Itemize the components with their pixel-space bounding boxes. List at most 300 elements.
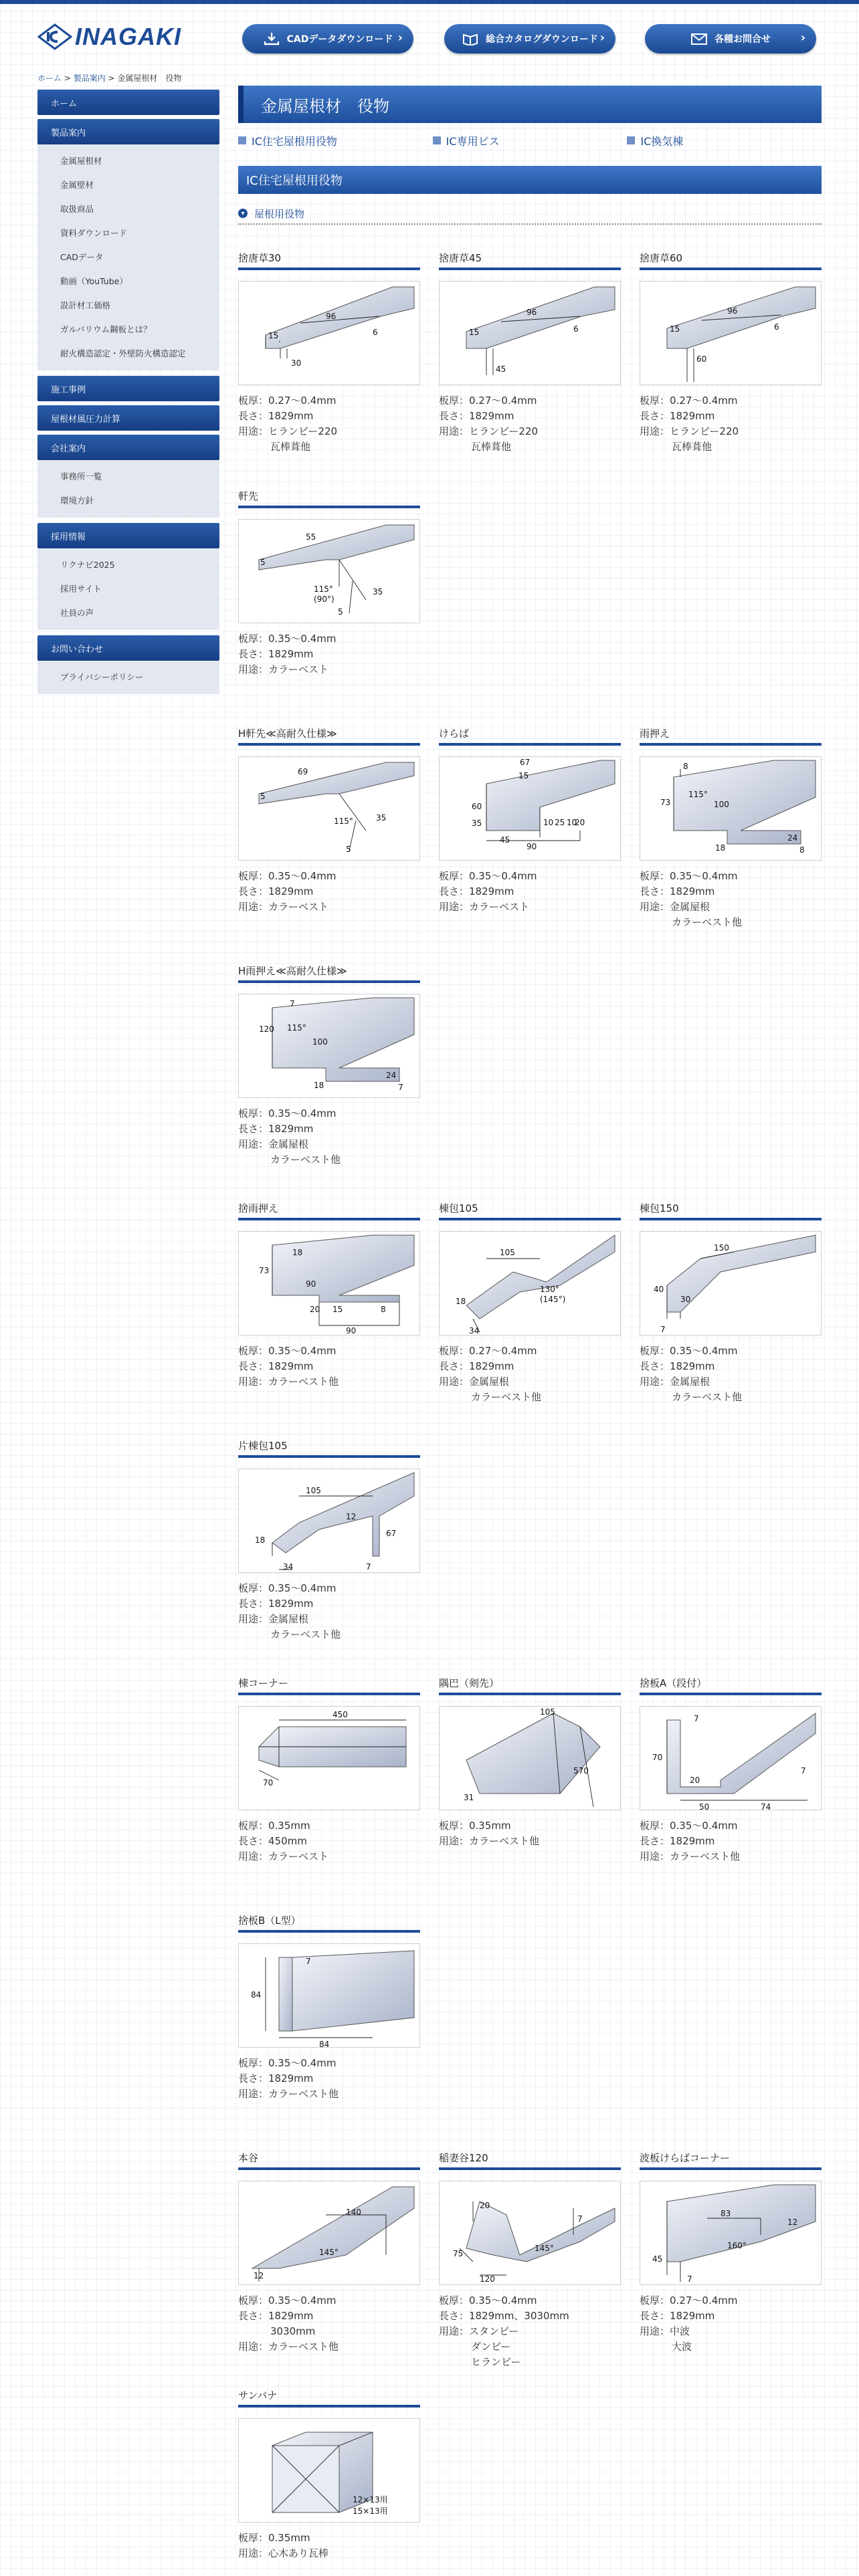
dimension-label: 34: [469, 1326, 480, 1335]
product-specs: [238, 631, 420, 677]
product-diagram: [239, 1944, 419, 2047]
breadcrumb-sep: >: [62, 74, 74, 83]
product-image: [640, 281, 822, 385]
product-image: [238, 1943, 420, 2048]
spec-line: 瓦棒葺他: [471, 441, 512, 453]
dimension-label: 24: [386, 1071, 397, 1080]
product-specs: [238, 2293, 420, 2355]
product-diagram: [640, 2181, 821, 2284]
dimension-label: 18: [715, 843, 726, 853]
product-diagram: [640, 1232, 821, 1335]
spec-line: 板厚：0.35mm: [238, 2532, 310, 2544]
product-title: 捨唐草30: [238, 250, 420, 270]
product-title: 雨押え: [640, 726, 822, 746]
spec-line: 用途：金属屋根: [640, 901, 710, 913]
spec-line: 用途：カラーベスト他: [640, 1850, 741, 1862]
product-image: [238, 756, 420, 861]
product-card: [238, 963, 420, 1168]
product-card: [238, 2150, 420, 2355]
spec-line: 板厚：0.35〜0.4mm: [238, 2294, 337, 2306]
dimension-label: 105: [306, 1486, 321, 1495]
product-image: [640, 1231, 822, 1335]
product-specs: [439, 2293, 621, 2370]
breadcrumb-home[interactable]: ホーム: [37, 74, 62, 83]
spec-line: 用途：カラーベスト: [439, 901, 530, 913]
dimension-label: 5: [260, 558, 266, 567]
spec-line: 用途：カラーベスト: [238, 901, 329, 913]
product-specs: [238, 869, 420, 915]
dimension-label: 70: [652, 1753, 663, 1762]
spec-line: 長さ：1829mm、3030mm: [439, 2310, 569, 2322]
chevron-down-icon: ▾: [238, 209, 248, 218]
dimension-label: (145°): [540, 1295, 566, 1304]
product-diagram: [239, 282, 419, 385]
dimension-label: 45: [496, 364, 506, 374]
dimension-label: 100: [312, 1037, 328, 1047]
dimension-label: 31: [464, 1793, 474, 1802]
product-card: [439, 2150, 621, 2370]
dimension-label: 7: [660, 1325, 666, 1334]
dimension-label: 67: [386, 1529, 397, 1538]
product-title: 稲妻谷120: [439, 2150, 621, 2170]
spec-line: 板厚：0.35〜0.4mm: [238, 2057, 337, 2069]
dimension-label: 150: [714, 1243, 729, 1253]
dimension-label: 140: [346, 2208, 361, 2217]
product-title: 本谷: [238, 2150, 420, 2170]
spec-line: カラーベスト他: [471, 1391, 542, 1403]
sidebar-group: [37, 548, 219, 630]
product-card: [640, 250, 822, 455]
chevron-right-icon: ›: [397, 31, 403, 45]
product-card: [640, 2150, 822, 2355]
product-card: [238, 250, 420, 455]
dimension-label: 90: [306, 1279, 316, 1289]
dimension-label: 40: [654, 1285, 664, 1294]
product-diagram: [640, 282, 821, 385]
product-image: [439, 281, 621, 385]
product-specs: [640, 1818, 822, 1864]
dimension-label: 96: [527, 308, 537, 317]
breadcrumb-products[interactable]: 製品案内: [73, 74, 106, 83]
product-diagram: [239, 2181, 419, 2284]
product-specs: [238, 1344, 420, 1390]
dimension-label: 75: [453, 2249, 464, 2258]
dimension-label: 160°: [727, 2241, 747, 2250]
dimension-label: 115°: [287, 1023, 306, 1033]
product-title: 捨唐草60: [640, 250, 822, 270]
product-image: [238, 1231, 420, 1335]
dimension-label: 115°: [688, 790, 708, 799]
square-bullet-icon: [627, 136, 635, 144]
sidebar-group: [37, 661, 219, 694]
category-label: 屋根用役物: [254, 207, 305, 220]
product-card: [439, 250, 621, 455]
sub-links: [238, 131, 822, 150]
product-specs: [238, 1818, 420, 1864]
spec-line: 用途：ヒランビー220: [640, 425, 739, 437]
spec-line: 板厚：0.35〜0.4mm: [439, 870, 537, 882]
spec-line: 板厚：0.35〜0.4mm: [640, 870, 738, 882]
product-title: 隅巴（剣先）: [439, 1675, 621, 1695]
spec-line: 板厚：0.27〜0.4mm: [439, 395, 537, 407]
dimension-label: 7: [577, 2214, 583, 2224]
dimension-label: 20: [690, 1776, 700, 1785]
product-diagram: [239, 1232, 419, 1335]
product-image: [238, 2181, 420, 2285]
dimension-label: 12: [346, 1512, 357, 1521]
logo-icon: [37, 23, 72, 50]
spec-line: 長さ：1829mm: [640, 885, 715, 897]
product-card: [439, 726, 621, 915]
spec-line: 用途：スタンビー: [439, 2325, 519, 2337]
product-image: [238, 281, 420, 385]
product-title: 波板けらばコーナー: [640, 2150, 822, 2170]
mail-icon: [690, 32, 708, 45]
dimension-label: 50: [699, 1802, 710, 1810]
spec-line: 長さ：1829mm: [439, 885, 514, 897]
product-diagram: [640, 757, 821, 860]
catalog-download-label: 総合カタログダウンロード: [486, 34, 598, 45]
spec-line: 瓦棒葺他: [270, 441, 311, 453]
product-card: [238, 726, 420, 915]
logo-text: INAGAKI: [75, 23, 181, 50]
dimension-label: 90: [346, 1326, 357, 1335]
spec-line: 用途：カラーベスト: [238, 1850, 329, 1862]
sidebar-group: [37, 460, 219, 518]
product-specs: [439, 393, 621, 455]
dimension-label: 10: [543, 818, 554, 827]
product-title: 片棟包105: [238, 1438, 420, 1458]
product-diagram: [440, 2181, 620, 2284]
spec-line: 用途：カラーベスト他: [238, 2088, 339, 2100]
dimension-label: 60: [472, 802, 482, 811]
dimension-label: 70: [263, 1778, 274, 1788]
dimension-label: 20: [480, 2201, 490, 2210]
spec-line: 用途：金属屋根: [640, 1376, 710, 1388]
product-specs: [640, 1344, 822, 1405]
dimension-label: 105: [540, 1707, 555, 1717]
sidebar-item[interactable]: 金属壁材: [60, 180, 94, 190]
spec-line: 長さ：1829mm: [640, 1835, 715, 1847]
dimension-label: 15: [332, 1305, 343, 1314]
dimension-label: 15: [670, 324, 680, 334]
product-card: [439, 1675, 621, 1849]
spec-line: 3030mm: [270, 2325, 316, 2337]
sidebar-item[interactable]: プライバシーポリシー: [60, 672, 144, 682]
sublink-label: IC専用ビス: [446, 134, 500, 148]
spec-line: 板厚：0.35〜0.4mm: [439, 2294, 537, 2306]
sidebar-header-1[interactable]: 製品案内: [37, 119, 219, 144]
sidebar-item[interactable]: 設計材工価格: [60, 300, 111, 310]
spec-line: 長さ：1829mm: [640, 410, 715, 422]
spec-line: 長さ：1829mm: [238, 2072, 314, 2084]
product-image: [439, 1231, 621, 1335]
sidebar-item[interactable]: 金属屋根材: [60, 156, 102, 166]
dimension-label: 18: [456, 1297, 466, 1306]
sidebar-group: [37, 144, 219, 370]
sidebar-item[interactable]: 社員の声: [60, 608, 94, 618]
dimension-label: 7: [801, 1766, 806, 1776]
product-card: [439, 1200, 621, 1405]
product-diagram: [440, 1232, 620, 1335]
dimension-label: 12×13用: [353, 2495, 388, 2504]
dimension-label: 6: [573, 324, 579, 334]
dimension-label: 8: [799, 845, 805, 855]
product-diagram: [239, 994, 419, 1097]
product-title: H雨押え≪高耐久仕様≫: [238, 963, 420, 983]
dimension-label: 105: [500, 1248, 515, 1257]
cad-download-label: CADデータダウンロード: [286, 34, 393, 45]
dimension-label: 45: [652, 2254, 663, 2264]
sublink-label: IC換気棟: [640, 134, 684, 148]
category-heading: [238, 207, 822, 225]
catalog-icon: [462, 32, 479, 45]
product-title: 捨雨押え: [238, 1200, 420, 1220]
spec-line: 長さ：1829mm: [238, 2310, 314, 2322]
spec-line: 用途：金属屋根: [238, 1138, 309, 1150]
sidebar-header-0[interactable]: ホーム: [37, 90, 219, 115]
product-diagram: [640, 1707, 821, 1810]
dimension-label: 7: [290, 999, 295, 1008]
catalog-download-button[interactable]: [444, 24, 615, 53]
product-image: [640, 2181, 822, 2285]
spec-line: 板厚：0.35〜0.4mm: [640, 1345, 738, 1357]
chevron-right-icon: ›: [599, 31, 605, 45]
product-specs: [640, 869, 822, 930]
product-title: 捨板A（段付）: [640, 1675, 822, 1695]
spec-line: 長さ：1829mm: [640, 2310, 715, 2322]
spec-line: 板厚：0.35mm: [439, 1820, 511, 1832]
product-title: 棟包150: [640, 1200, 822, 1220]
product-diagram: [239, 1707, 419, 1810]
product-image: [439, 756, 621, 861]
dimension-label: 5: [260, 792, 266, 801]
dimension-label: 60: [696, 354, 707, 364]
product-title: 捨唐草45: [439, 250, 621, 270]
dimension-label: 34: [283, 1562, 294, 1572]
spec-line: 板厚：0.35〜0.4mm: [238, 1345, 337, 1357]
spec-line: カラーベスト他: [270, 1628, 341, 1640]
spec-line: 板厚：0.35〜0.4mm: [238, 870, 337, 882]
dimension-label: 15: [268, 331, 279, 340]
spec-line: 板厚：0.35〜0.4mm: [238, 1107, 337, 1119]
dimension-label: 10: [567, 818, 577, 827]
spec-line: 板厚：0.35〜0.4mm: [238, 1582, 337, 1594]
spec-line: 長さ：1829mm: [640, 1360, 715, 1372]
dimension-label: 130°: [540, 1285, 559, 1294]
spec-line: 用途：中波: [640, 2325, 690, 2337]
product-specs: [238, 2056, 420, 2102]
sublink-ic-screw[interactable]: [433, 131, 628, 150]
sidebar-item[interactable]: 環境方針: [60, 496, 94, 506]
dimension-label: 45: [500, 835, 510, 845]
spec-line: 用途：カラーベスト: [238, 663, 329, 675]
dimension-label: 7: [366, 1562, 371, 1572]
product-specs: [238, 1106, 420, 1168]
dimension-label: 84: [319, 2040, 330, 2047]
product-image: [238, 1706, 420, 1810]
sidebar-item[interactable]: 採用サイト: [60, 584, 102, 594]
main-content: [238, 86, 822, 225]
spec-line: 長さ：450mm: [238, 1835, 307, 1847]
dimension-label: 570: [573, 1766, 589, 1776]
sublink-label: IC住宅屋根用役物: [252, 134, 337, 148]
product-card: [640, 726, 822, 930]
spec-line: 板厚：0.27〜0.4mm: [640, 395, 738, 407]
spec-line: 板厚：0.27〜0.4mm: [439, 1345, 537, 1357]
product-image: [640, 1706, 822, 1810]
spec-line: 瓦棒葺他: [672, 441, 712, 453]
product-card: [238, 1438, 420, 1642]
spec-line: 長さ：1829mm: [238, 885, 314, 897]
sidebar-item[interactable]: 耐火構造認定・外壁防火構造認定: [60, 348, 186, 358]
dimension-label: 8: [381, 1305, 386, 1314]
product-specs: [640, 393, 822, 455]
sidebar-item[interactable]: 取扱商品: [60, 204, 94, 214]
spec-line: 用途：ヒランビー220: [238, 425, 338, 437]
spec-line: 板厚：0.35mm: [238, 1820, 310, 1832]
spec-line: 板厚：0.35〜0.4mm: [238, 633, 337, 645]
product-card: [238, 2387, 420, 2561]
spec-line: 用途：カラーベスト他: [439, 1835, 540, 1847]
product-image: [640, 756, 822, 861]
dimension-label: 115°: [314, 584, 333, 594]
product-image: [238, 2418, 420, 2523]
dimension-label: 67: [520, 758, 531, 767]
dimension-label: 100: [714, 800, 729, 809]
dimension-label: 8: [683, 762, 688, 771]
dimension-label: 18: [292, 1248, 303, 1257]
product-diagram: [440, 282, 620, 385]
spec-line: 用途：金属屋根: [439, 1376, 510, 1388]
spec-line: 板厚：0.35〜0.4mm: [640, 1820, 738, 1832]
square-bullet-icon: [238, 136, 246, 144]
spec-line: 大波: [672, 2341, 692, 2353]
product-card: [640, 1675, 822, 1864]
dimension-label: 145°: [535, 2244, 554, 2253]
sidebar-item[interactable]: リクナビ2025: [60, 560, 115, 570]
dimension-label: 55: [306, 532, 316, 542]
breadcrumb-current: 金属屋根材 役物: [117, 74, 182, 83]
dimension-label: 5: [346, 845, 351, 854]
dimension-label: 96: [326, 312, 337, 321]
dimension-label: 120: [259, 1025, 274, 1034]
product-diagram: [239, 757, 419, 860]
dimension-label: 5: [338, 607, 343, 617]
dimension-label: 15: [469, 328, 480, 337]
spec-line: カラーベスト他: [672, 1391, 743, 1403]
spec-line: 板厚：0.27〜0.4mm: [640, 2294, 738, 2306]
sidebar-item[interactable]: 動画（YouTube）: [60, 276, 128, 286]
product-card: [238, 488, 420, 677]
product-image: [238, 519, 420, 623]
product-image: [238, 1469, 420, 1573]
sidebar-header-2[interactable]: 施工事例: [37, 376, 219, 401]
product-specs: [640, 2293, 822, 2355]
dimension-label: 15: [518, 771, 529, 780]
contact-label: 各種お問合せ: [714, 34, 771, 45]
spec-line: 用途：カラーベスト他: [238, 1376, 339, 1388]
sidebar-header-6[interactable]: お問い合わせ: [37, 635, 219, 661]
sidebar: [37, 90, 219, 700]
product-specs: [238, 393, 420, 455]
spec-line: ヒランビー: [471, 2356, 521, 2368]
product-specs: [238, 1581, 420, 1642]
chevron-right-icon: ›: [800, 31, 805, 45]
spec-line: 板厚：0.27〜0.4mm: [238, 395, 337, 407]
contact-button[interactable]: [645, 24, 816, 53]
dimension-label: 15×13用: [353, 2506, 388, 2516]
download-icon: [263, 32, 280, 45]
sidebar-item[interactable]: 事務所一覧: [60, 471, 102, 481]
logo[interactable]: [37, 23, 198, 51]
sublink-ic-vent[interactable]: [627, 131, 822, 150]
product-title: けらば: [439, 726, 621, 746]
dimension-label: 35: [373, 587, 383, 597]
sidebar-header-4[interactable]: 会社案内: [37, 435, 219, 460]
square-bullet-icon: [433, 136, 441, 144]
dimension-label: 35: [376, 813, 387, 823]
spec-line: 長さ：1829mm: [238, 1598, 314, 1610]
product-specs: [238, 2531, 420, 2561]
sidebar-item[interactable]: 資料ダウンロード: [60, 228, 128, 238]
product-diagram: [440, 757, 620, 860]
product-title: 棟コーナー: [238, 1675, 420, 1695]
spec-line: 用途：ヒランビー220: [439, 425, 539, 437]
dimension-label: 7: [694, 1714, 699, 1723]
spec-line: 長さ：1829mm: [439, 1360, 514, 1372]
dimension-label: 25: [555, 818, 565, 827]
cad-download-button[interactable]: [242, 24, 413, 53]
product-title: 軒先: [238, 488, 420, 508]
dimension-label: 73: [660, 798, 671, 807]
dimension-label: 24: [787, 833, 798, 843]
spec-line: 長さ：1829mm: [238, 648, 314, 660]
dimension-label: 6: [774, 322, 779, 332]
dimension-label: 90: [527, 842, 537, 851]
dimension-label: 35: [472, 819, 482, 828]
product-specs: [439, 1818, 621, 1849]
sidebar-header-3[interactable]: 屋根材風圧力計算: [37, 405, 219, 431]
spec-line: 長さ：1829mm: [238, 1123, 314, 1135]
top-accent-bar: [0, 0, 859, 4]
sidebar-item[interactable]: ガルバリウム鋼板とは？: [60, 324, 152, 334]
sidebar-header-5[interactable]: 採用情報: [37, 523, 219, 548]
spec-line: 用途：金属屋根: [238, 1613, 309, 1625]
dimension-label: 84: [251, 1990, 262, 2000]
sidebar-item[interactable]: CADデータ: [60, 252, 104, 262]
dimension-label: 69: [298, 767, 308, 776]
product-title: サンバナ: [238, 2387, 420, 2407]
product-diagram: [239, 520, 419, 623]
sublink-ic-roof[interactable]: [238, 131, 433, 150]
product-diagram: [239, 2419, 419, 2522]
product-image: [439, 1706, 621, 1810]
product-card: [238, 1200, 420, 1390]
dimension-label: 7: [687, 2274, 692, 2284]
spec-line: 用途：心木あり瓦棒: [238, 2547, 329, 2559]
page-title: 金属屋根材 役物: [238, 86, 822, 123]
dimension-label: 7: [306, 1957, 311, 1966]
dimension-label: (90°): [314, 595, 335, 604]
dimension-label: 96: [727, 306, 738, 316]
dimension-label: 12: [254, 2271, 264, 2280]
dimension-label: 74: [761, 1802, 771, 1810]
dimension-label: 30: [291, 358, 302, 368]
dimension-label: 18: [255, 1535, 266, 1545]
dimension-label: 450: [332, 1710, 348, 1719]
spec-line: 長さ：1829mm: [238, 1360, 314, 1372]
